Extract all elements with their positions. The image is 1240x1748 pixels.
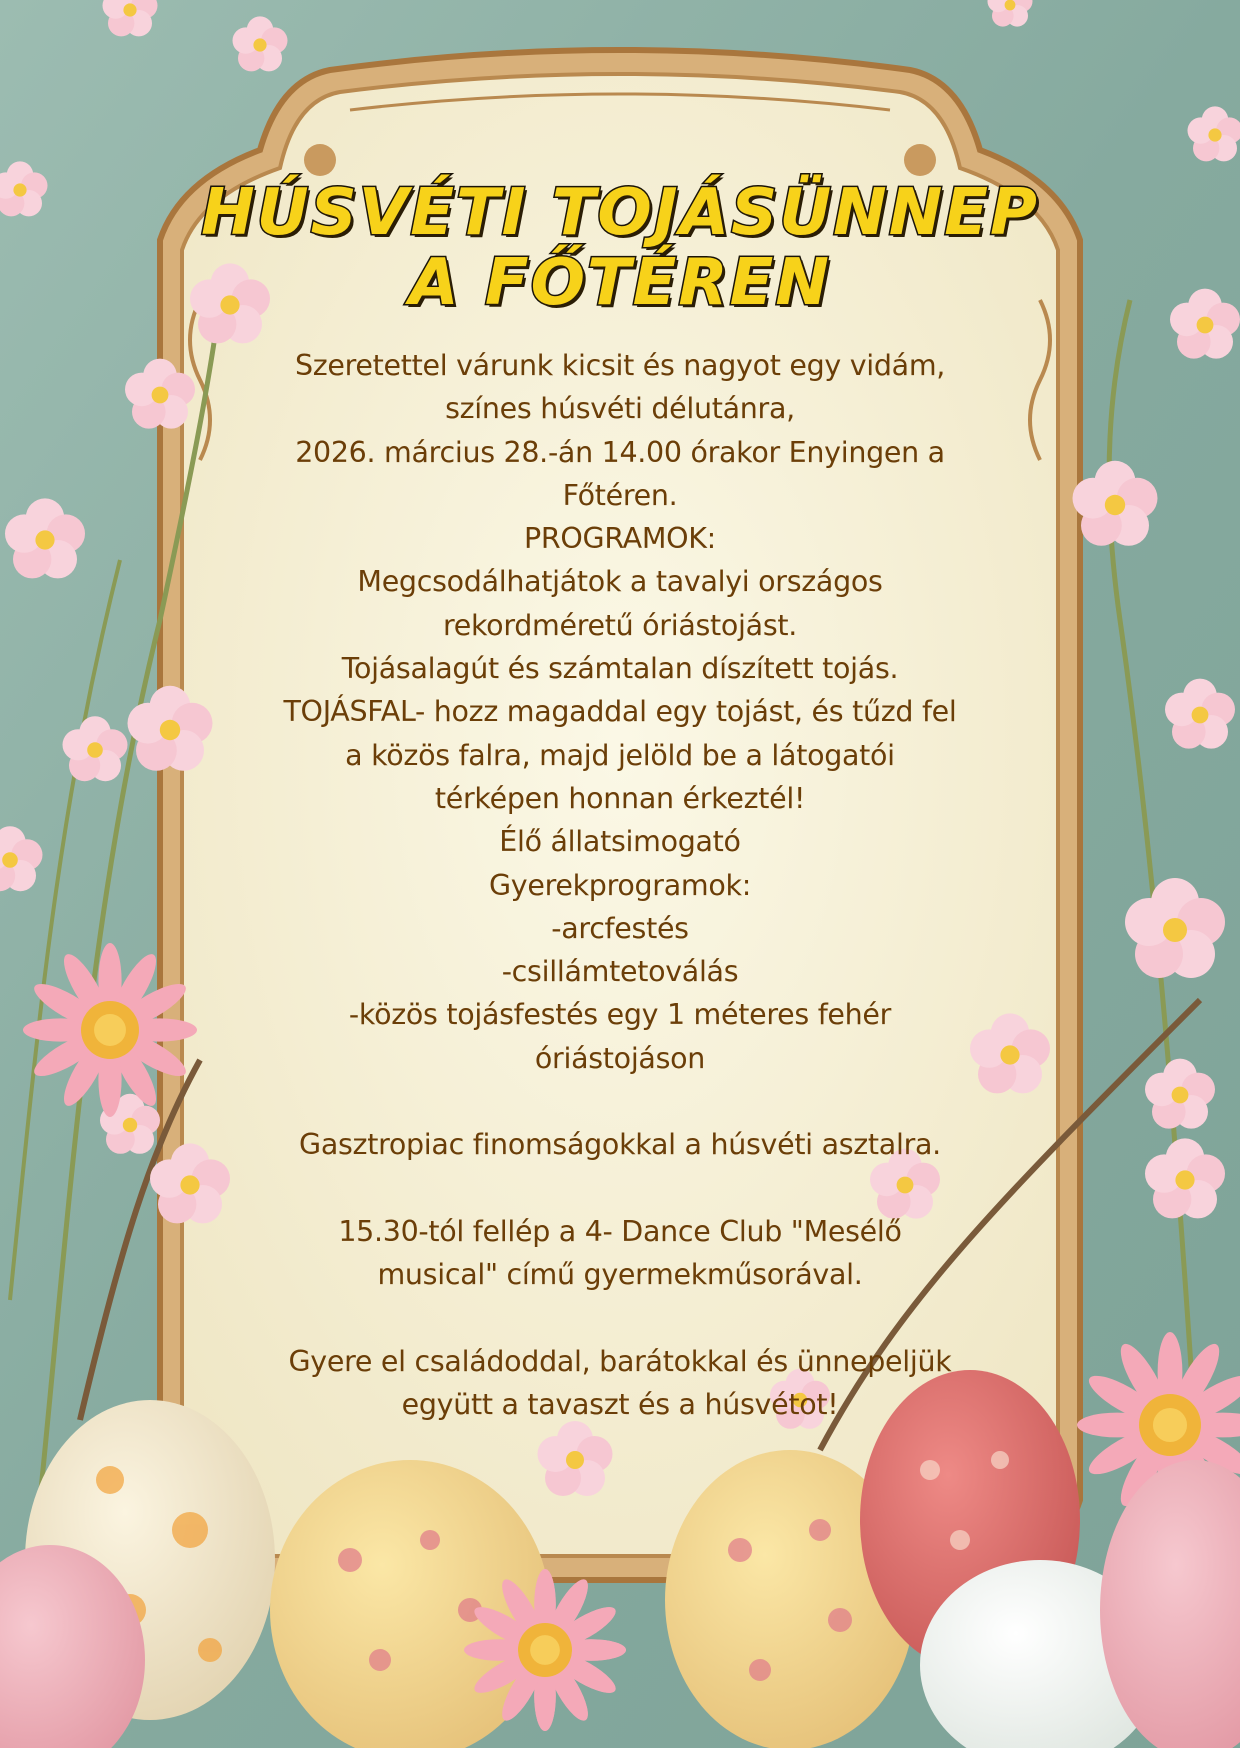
- blank-line: [230, 1080, 1010, 1123]
- title-line-1: HÚSVÉTI TOJÁSÜNNEP: [201, 176, 1039, 250]
- text-line: -közös tojásfestés egy 1 méteres fehér: [348, 998, 892, 1032]
- blank-line: [230, 1167, 1010, 1210]
- text-line: színes húsvéti délutánra,: [445, 392, 795, 426]
- text-line: 2026. március 28.-án 14.00 órakor Enyingen a: [295, 435, 945, 469]
- text-line: Tojásalagút és számtalan díszített tojás.: [341, 652, 899, 686]
- blank-line: [230, 1297, 1010, 1340]
- text-line: -arcfestés: [551, 911, 689, 945]
- text-line: -csillámtetoválás: [501, 955, 739, 989]
- kids-programs-heading: Gyerekprogramok:: [488, 868, 751, 902]
- text-line: Élő állatsimogató: [499, 825, 741, 859]
- text-line: 15.30-tól fellép a 4- Dance Club "Mesélő: [338, 1214, 902, 1248]
- text-line: musical" című gyermekműsorával.: [377, 1258, 863, 1292]
- poster-title: [0, 178, 1240, 318]
- text-line: Gasztropiac finomságokkal a húsvéti asztalra.: [299, 1128, 941, 1162]
- title-line-2: A FŐTÉREN: [409, 246, 831, 320]
- text-line: Főtéren.: [562, 478, 678, 512]
- text-line: óriástojáson: [534, 1041, 706, 1075]
- invitation-text: [230, 344, 1010, 1426]
- text-line: térképen honnan érkeztél!: [434, 781, 806, 815]
- text-line: Gyere el családoddal, barátokkal és ünnepeljük: [288, 1344, 952, 1378]
- text-line: együtt a tavaszt és a húsvétot!: [401, 1388, 839, 1422]
- text-line: rekordméretű óriástojást.: [442, 608, 798, 642]
- text-line: TOJÁSFAL- hozz magaddal egy tojást, és tűzd fel: [283, 695, 957, 729]
- programs-heading: PROGRAMOK:: [524, 522, 716, 556]
- text-line: Megcsodálhatjátok a tavalyi országos: [357, 565, 883, 599]
- text-line: Szeretettel várunk kicsit és nagyot egy vidám,: [294, 349, 946, 382]
- text-line: a közös falra, majd jelöld be a látogatói: [345, 738, 895, 772]
